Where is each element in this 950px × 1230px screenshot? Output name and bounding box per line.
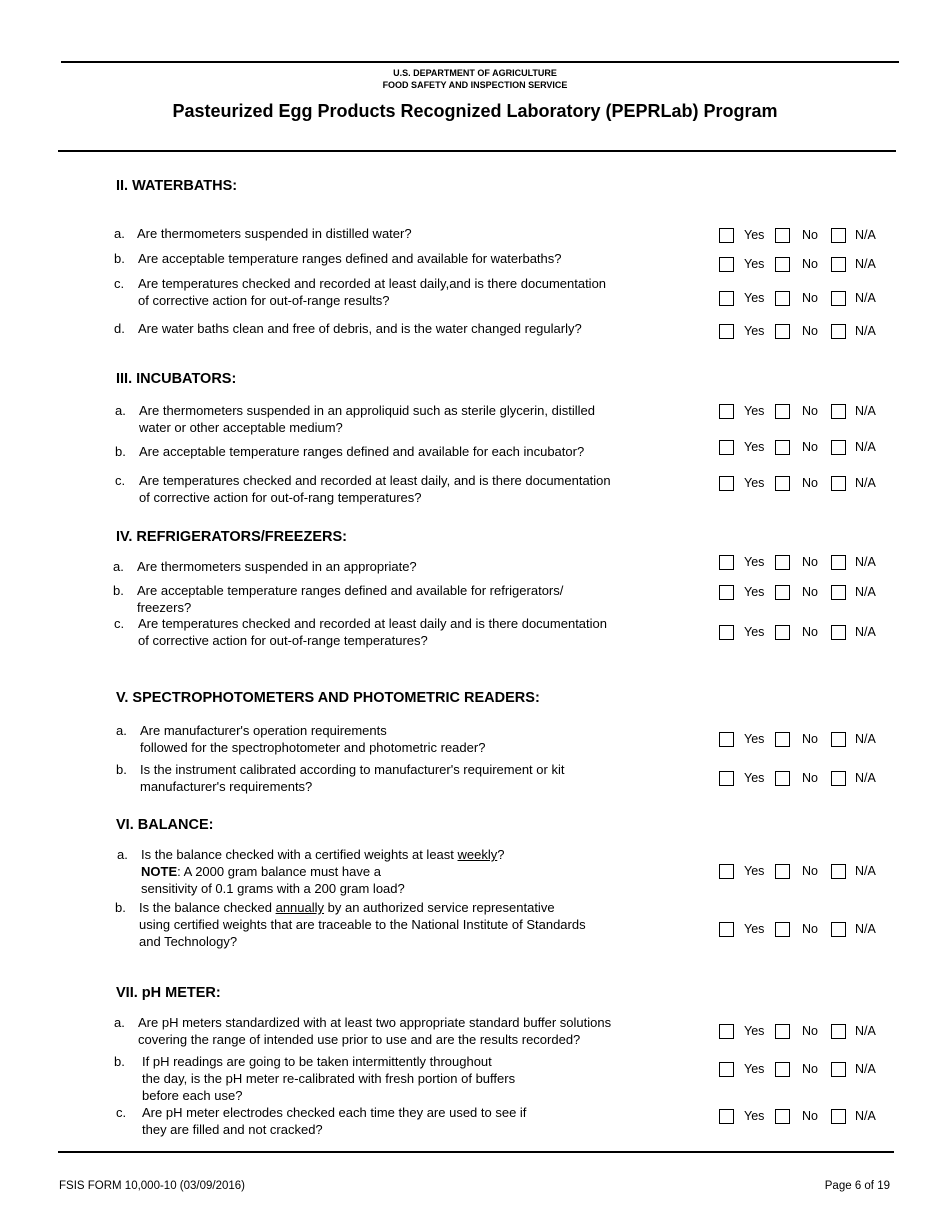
answer-options-waterbaths-a	[719, 228, 889, 246]
na-label: N/A	[855, 771, 876, 785]
no-label: No	[802, 771, 818, 785]
answer-options-refrigerators-b	[719, 585, 889, 603]
question-text: Are acceptable temperature ranges defined and available for each incubator?	[139, 444, 585, 459]
no-checkbox[interactable]	[775, 257, 790, 272]
question-text: Are manufacturer's operation requirements	[140, 723, 387, 738]
yes-checkbox[interactable]	[719, 864, 734, 879]
question-letter: a.	[115, 403, 126, 418]
question-waterbaths-d	[114, 320, 698, 337]
answer-options-ph-a	[719, 1024, 889, 1042]
yes-checkbox[interactable]	[719, 771, 734, 786]
question-text: followed for the spectrophotometer and photometric reader?	[140, 740, 486, 755]
no-label: No	[802, 476, 818, 490]
page-number: Page 6 of 19	[824, 1180, 890, 1192]
na-checkbox[interactable]	[831, 404, 846, 419]
no-checkbox[interactable]	[775, 771, 790, 786]
na-label: N/A	[855, 1024, 876, 1038]
yes-label: Yes	[744, 555, 765, 569]
no-label: No	[802, 732, 818, 746]
na-checkbox[interactable]	[831, 257, 846, 272]
answer-options-waterbaths-c	[719, 291, 889, 309]
yes-checkbox[interactable]	[719, 404, 734, 419]
yes-checkbox[interactable]	[719, 922, 734, 937]
question-text: Are temperatures checked and recorded at least daily,and is there documentation	[138, 276, 607, 291]
answer-options-incubators-a	[719, 404, 889, 422]
na-checkbox[interactable]	[831, 1024, 846, 1039]
answer-options-ph-b	[719, 1062, 889, 1080]
yes-label: Yes	[744, 1109, 765, 1123]
question-waterbaths-b	[114, 250, 698, 267]
no-label: No	[802, 625, 818, 639]
answer-options-balance-a	[719, 864, 889, 882]
yes-label: Yes	[744, 324, 765, 338]
no-checkbox[interactable]	[775, 324, 790, 339]
question-ph-c	[116, 1104, 702, 1138]
question-spectro-a	[116, 722, 700, 756]
yes-checkbox[interactable]	[719, 476, 734, 491]
question-text: Are acceptable temperature ranges defined and available for waterbaths?	[138, 251, 562, 266]
section-waterbaths-title: II. WATERBATHS:	[116, 178, 238, 194]
question-letter: b.	[114, 251, 125, 266]
no-label: No	[802, 257, 818, 271]
question-text: covering the range of intended use prior to use and are the results recorded?	[138, 1032, 581, 1047]
question-refrigerators-b	[113, 582, 697, 616]
yes-checkbox[interactable]	[719, 1109, 734, 1124]
na-checkbox[interactable]	[831, 771, 846, 786]
no-label: No	[802, 1062, 818, 1076]
question-text: Are temperatures checked and recorded at least daily, and is there documentation	[139, 473, 611, 488]
question-text: freezers?	[137, 600, 192, 615]
yes-label: Yes	[744, 625, 765, 639]
question-text: Are pH meters standardized with at least two appropriate standard buffer solutions	[138, 1015, 612, 1030]
question-text: Are thermometers suspended in distilled water?	[137, 226, 412, 241]
no-label: No	[802, 864, 818, 878]
no-checkbox[interactable]	[775, 228, 790, 243]
yes-checkbox[interactable]	[719, 625, 734, 640]
question-text: manufacturer's requirements?	[140, 779, 313, 794]
question-letter: a.	[114, 1015, 125, 1030]
na-checkbox[interactable]	[831, 1062, 846, 1077]
question-text: water or other acceptable medium?	[139, 420, 343, 435]
top-rule	[61, 61, 899, 63]
na-checkbox[interactable]	[831, 732, 846, 747]
no-checkbox[interactable]	[775, 555, 790, 570]
na-checkbox[interactable]	[831, 440, 846, 455]
question-letter: b.	[114, 1054, 125, 1069]
question-text: Are acceptable temperature ranges defined and available for refrigerators/	[137, 583, 564, 598]
question-text: Are thermometers suspended in an appropriate?	[137, 559, 417, 574]
question-incubators-a	[115, 402, 699, 436]
question-letter: a.	[113, 559, 124, 574]
no-label: No	[802, 1109, 818, 1123]
na-checkbox[interactable]	[831, 324, 846, 339]
yes-checkbox[interactable]	[719, 257, 734, 272]
no-checkbox[interactable]	[775, 440, 790, 455]
yes-label: Yes	[744, 771, 765, 785]
section-spectrophotometers-title: V. SPECTROPHOTOMETERS AND PHOTOMETRIC READERS:	[116, 690, 540, 706]
no-label: No	[802, 228, 818, 242]
no-label: No	[802, 291, 818, 305]
na-label: N/A	[855, 585, 876, 599]
question-letter: b.	[113, 583, 124, 598]
yes-checkbox[interactable]	[719, 228, 734, 243]
yes-label: Yes	[744, 922, 765, 936]
yes-label: Yes	[744, 732, 765, 746]
answer-options-spectro-a	[719, 732, 889, 750]
question-balance-b	[115, 899, 699, 950]
question-spectro-b	[116, 761, 700, 795]
question-incubators-c	[115, 472, 699, 506]
answer-options-refrigerators-c	[719, 625, 889, 643]
na-label: N/A	[855, 291, 876, 305]
question-text: and Technology?	[139, 934, 238, 949]
yes-label: Yes	[744, 291, 765, 305]
no-checkbox[interactable]	[775, 1062, 790, 1077]
section-incubators-title: III. INCUBATORS:	[116, 371, 237, 387]
yes-checkbox[interactable]	[719, 1024, 734, 1039]
section-balance-title: VI. BALANCE:	[116, 817, 214, 833]
na-label: N/A	[855, 732, 876, 746]
question-text: If pH readings are going to be taken intermittently throughout	[142, 1054, 492, 1069]
na-checkbox[interactable]	[831, 228, 846, 243]
na-checkbox[interactable]	[831, 922, 846, 937]
footer-rule	[58, 1151, 894, 1153]
na-checkbox[interactable]	[831, 291, 846, 306]
question-letter: c.	[114, 616, 125, 631]
question-refrigerators-c	[114, 615, 698, 649]
no-checkbox[interactable]	[775, 585, 790, 600]
section-refrigerators-title: IV. REFRIGERATORS/FREEZERS:	[116, 529, 347, 545]
yes-label: Yes	[744, 404, 765, 418]
question-text: Is the balance checked with a certified weights at least weekly?	[141, 847, 505, 862]
na-checkbox[interactable]	[831, 864, 846, 879]
question-letter: d.	[114, 321, 125, 336]
question-text: Are thermometers suspended in an approliquid such as sterile glycerin, distilled	[139, 403, 595, 418]
question-balance-a	[117, 846, 701, 897]
question-text: Is the instrument calibrated according to manufacturer's requirement or kit	[140, 762, 565, 777]
question-incubators-b	[115, 443, 699, 460]
na-checkbox[interactable]	[831, 625, 846, 640]
answer-options-waterbaths-b	[719, 257, 889, 275]
na-label: N/A	[855, 625, 876, 639]
yes-label: Yes	[744, 440, 765, 454]
note-text: NOTE: A 2000 gram balance must have a	[141, 864, 381, 879]
no-checkbox[interactable]	[775, 625, 790, 640]
na-checkbox[interactable]	[831, 555, 846, 570]
question-letter: b.	[115, 900, 126, 915]
yes-checkbox[interactable]	[719, 732, 734, 747]
na-checkbox[interactable]	[831, 585, 846, 600]
yes-checkbox[interactable]	[719, 555, 734, 570]
na-label: N/A	[855, 324, 876, 338]
question-letter: c.	[116, 1105, 127, 1120]
no-checkbox[interactable]	[775, 476, 790, 491]
no-checkbox[interactable]	[775, 732, 790, 747]
form-number: FSIS FORM 10,000-10 (03/09/2016)	[59, 1180, 246, 1192]
yes-label: Yes	[744, 1024, 765, 1038]
yes-checkbox[interactable]	[719, 440, 734, 455]
na-checkbox[interactable]	[831, 476, 846, 491]
question-letter: b.	[116, 762, 127, 777]
na-label: N/A	[855, 257, 876, 271]
na-label: N/A	[855, 476, 876, 490]
question-ph-b	[114, 1053, 702, 1104]
yes-label: Yes	[744, 228, 765, 242]
agency-name: U.S. DEPARTMENT OF AGRICULTURE FOOD SAFETY AND INSPECTION SERVICE	[382, 68, 568, 90]
question-letter: c.	[114, 276, 125, 291]
na-label: N/A	[855, 864, 876, 878]
no-label: No	[802, 555, 818, 569]
page-title: Pasteurized Egg Products Recognized Laboratory (PEPRLab) Program	[172, 101, 778, 121]
question-text: of corrective action for out-of-range temperatures?	[138, 633, 428, 648]
answer-options-incubators-c	[719, 476, 889, 494]
header-rule	[58, 150, 896, 152]
no-checkbox[interactable]	[775, 291, 790, 306]
yes-label: Yes	[744, 585, 765, 599]
question-letter: a.	[116, 723, 127, 738]
section-ph-meter-title: VII. pH METER:	[116, 985, 221, 1001]
question-text: Is the balance checked annually by an authorized service representative	[139, 900, 555, 915]
answer-options-balance-b	[719, 922, 889, 940]
underlined-term: annually	[275, 900, 325, 915]
no-checkbox[interactable]	[775, 922, 790, 937]
no-checkbox[interactable]	[775, 1109, 790, 1124]
question-text: Are temperatures checked and recorded at least daily and is there documentation	[138, 616, 607, 631]
yes-label: Yes	[744, 864, 765, 878]
yes-label: Yes	[744, 476, 765, 490]
question-refrigerators-a	[113, 558, 697, 575]
question-text: of corrective action for out-of-range results?	[138, 293, 390, 308]
na-label: N/A	[855, 1062, 876, 1076]
question-text: sensitivity of 0.1 grams with a 200 gram load?	[141, 881, 405, 896]
question-text: of corrective action for out-of-rang temperatures?	[139, 490, 422, 505]
no-label: No	[802, 585, 818, 599]
question-text: before each use?	[142, 1088, 243, 1103]
question-waterbaths-c	[114, 275, 698, 309]
na-checkbox[interactable]	[831, 1109, 846, 1124]
question-letter: c.	[115, 473, 126, 488]
question-waterbaths-a	[114, 225, 697, 242]
question-text: they are filled and not cracked?	[142, 1122, 323, 1137]
yes-label: Yes	[744, 257, 765, 271]
yes-checkbox[interactable]	[719, 324, 734, 339]
no-checkbox[interactable]	[775, 404, 790, 419]
no-checkbox[interactable]	[775, 1024, 790, 1039]
note-label: NOTE	[141, 864, 178, 879]
question-letter: b.	[115, 444, 126, 459]
na-label: N/A	[855, 440, 876, 454]
answer-options-incubators-b	[719, 440, 889, 458]
yes-checkbox[interactable]	[719, 585, 734, 600]
na-label: N/A	[855, 555, 876, 569]
question-letter: a.	[117, 847, 128, 862]
question-text: Are pH meter electrodes checked each time they are used to see if	[142, 1105, 527, 1120]
yes-checkbox[interactable]	[719, 1062, 734, 1077]
answer-options-waterbaths-d	[719, 324, 889, 342]
answer-options-ph-c	[719, 1109, 889, 1127]
no-label: No	[802, 440, 818, 454]
na-label: N/A	[855, 922, 876, 936]
no-label: No	[802, 1024, 818, 1038]
question-letter: a.	[114, 226, 125, 241]
yes-checkbox[interactable]	[719, 291, 734, 306]
answer-options-refrigerators-a	[719, 555, 889, 573]
question-text: Are water baths clean and free of debris, and is the water changed regularly?	[138, 321, 582, 336]
question-text: using certified weights that are traceable to the National Institute of Standards	[139, 917, 586, 932]
no-label: No	[802, 404, 818, 418]
no-checkbox[interactable]	[775, 864, 790, 879]
no-label: No	[802, 324, 818, 338]
question-ph-a	[114, 1014, 698, 1048]
yes-label: Yes	[744, 1062, 765, 1076]
na-label: N/A	[855, 228, 876, 242]
question-text: the day, is the pH meter re-calibrated with fresh portion of buffers	[142, 1071, 516, 1086]
underlined-term: weekly	[457, 847, 498, 862]
na-label: N/A	[855, 404, 876, 418]
answer-options-spectro-b	[719, 771, 889, 789]
na-label: N/A	[855, 1109, 876, 1123]
no-label: No	[802, 922, 818, 936]
